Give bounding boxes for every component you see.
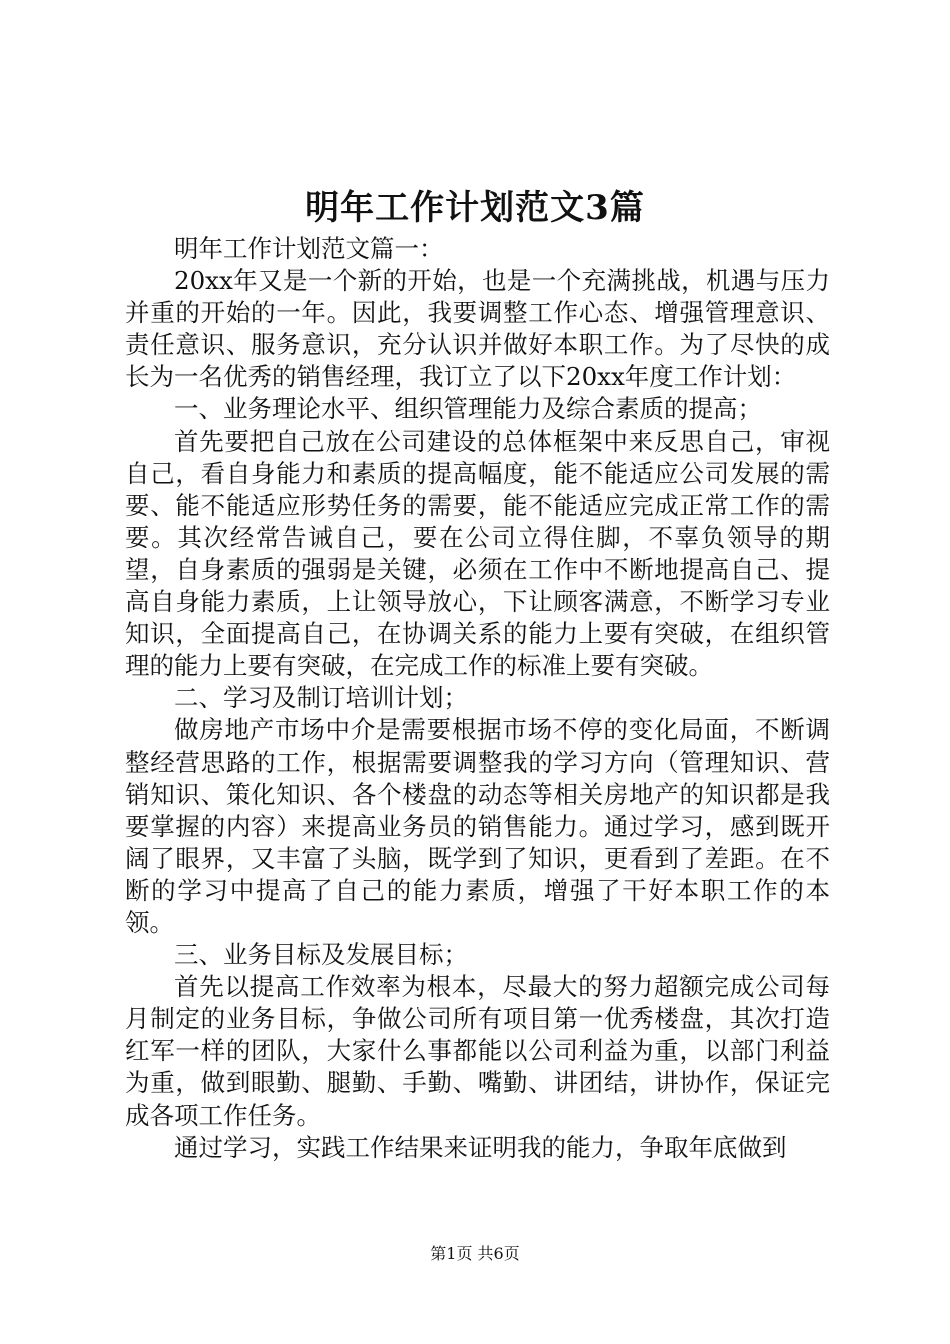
paragraph-self-improvement: 首先要把自己放在公司建设的总体框架中来反思自己，审视自己，看自身能力和素质的提高幅度，能不能适应公司发展的需要、能不能适应形势任务的需要，能不能适应完成正常工作的需要。其次经常告诫自己，要在公司立得住脚，不辜负领导的期望，自身素质的强弱是关键，必须在工作中不断地提高自己、提高自身能力素质，上让领导放心，下让顾客满意，不断学习专业知识，全面提高自己，在协调关系的能力上要有突破，在组织管理的能力上要有突破，在完成工作的标准上要有突破。 xyxy=(125,426,830,681)
document-body xyxy=(125,233,830,1164)
section-heading-item-one: 一、业务理论水平、组织管理能力及综合素质的提高； xyxy=(174,394,762,424)
paragraph-business-goals: 首先以提高工作效率为根本，尽最大的努力超额完成公司每月制定的业务目标，争做公司所有项目第一优秀楼盘，其次打造红军一样的团队，大家什么事都能以公司利益为重，以部门利益为重，做到眼勤、腿勤、手勤、嘴勤、讲团结，讲协作，保证完成各项工作任务。 xyxy=(125,972,830,1130)
section-heading-item-three: 三、业务目标及发展目标； xyxy=(174,940,468,970)
paragraph-continuation: 通过学习，实践工作结果来证明我的能力，争取年底做到 xyxy=(174,1132,787,1162)
paragraph-intro: 20xx年又是一个新的开始，也是一个充满挑战，机遇与压力并重的开始的一年。因此，我要调整工作心态、增强管理意识、责任意识、服务意识，充分认识并做好本职工作。为了尽快的成长为一名优秀的销售经理，我订立了以下20xx年度工作计划： xyxy=(125,266,830,392)
page-footer: 第1页 共6页 xyxy=(430,1244,520,1263)
paragraph-learning-plan: 做房地产市场中介是需要根据市场不停的变化局面，不断调整经营思路的工作，根据需要调整我的学习方向（管理知识、营销知识、策化知识、各个楼盘的动态等相关房地产的知识都是我要掌握的内容）来提高业务员的销售能力。通过学习，感到既开阔了眼界，又丰富了头脑，既学到了知识，更看到了差距。在不断的学习中提高了自己的能力素质，增强了干好本职工作的本领。 xyxy=(125,715,830,937)
section-heading-item-two: 二、学习及制订培训计划； xyxy=(174,683,468,713)
document-title: 明年工作计划范文3篇 xyxy=(305,188,645,228)
section-heading-part-one: 明年工作计划范文篇一： xyxy=(174,234,444,263)
